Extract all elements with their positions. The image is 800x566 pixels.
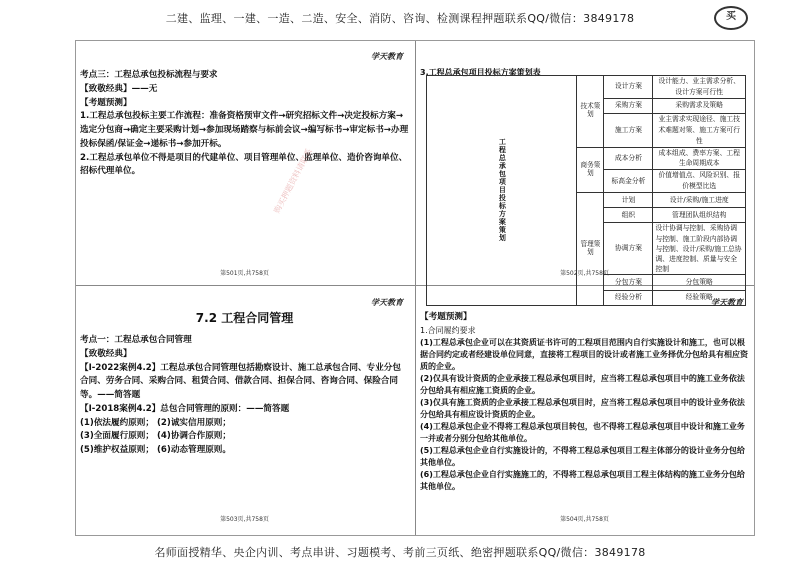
bottom-banner: 名师面授精华、央企内训、考点串讲、习题模考、考前三页纸、绝密押题联系QQ/微信：3849178 <box>154 546 646 559</box>
principle-line <box>80 444 409 458</box>
page-number: 第503页,共758页 <box>220 516 269 524</box>
item-cell: 组织 <box>604 208 653 223</box>
vertical-divider <box>415 41 416 535</box>
content-cell: 价值增值点、风险识别、报价模型比选 <box>653 170 746 193</box>
predict-label: 【考题预测】 <box>80 97 132 108</box>
top-banner: 二建、监理、一建、一造、二造、安全、消防、咨询、检测课程押题联系QQ/微信：3849178 <box>165 12 635 25</box>
principle-3: (3)全面履行原则； <box>80 431 154 442</box>
classic-label: 【致敬经典】——无 <box>80 83 158 94</box>
brand-logo: 学天教育 <box>371 52 403 61</box>
content-cell: 分包策略 <box>653 275 746 290</box>
principle-6: (6)动态管理原则。 <box>157 445 231 456</box>
item-cell: 成本分析 <box>604 147 653 170</box>
item-cell: 设计方案 <box>604 76 653 99</box>
content-cell: 业主需求实现途径、施工技术难题对策、施工方案可行性 <box>653 113 746 147</box>
item-cell: 标高金分析 <box>604 170 653 193</box>
predict-label: 【考题预测】 <box>420 312 472 322</box>
paragraph-1: 【Ⅰ-2022案例4.2】工程总承包合同管理包括勘察设计、施工总承包合同、专业分包合同、劳务合同、采购合同、租赁合同、借款合同、担保合同、咨询合同、保险合同等。——简答题 <box>80 362 401 401</box>
content-cell: 管理团队组织结构 <box>653 208 746 223</box>
content-cell: 采购需求及策略 <box>653 98 746 113</box>
watermark-stamp: 购买押题资料请联系 <box>272 147 315 215</box>
chapter-title: 7.2 工程合同管理 <box>195 311 294 325</box>
brand-logo: 学天教育 <box>711 298 743 307</box>
requirement-3: (3)仅具有施工资质的企业承接工程总承包项目时，应当将工程总承包项目中的设计业务依法分包给具有相应设计资质的企业。 <box>420 397 745 419</box>
item-cell: 协调方案 <box>604 223 653 275</box>
seal-logo: 买 <box>714 6 748 30</box>
category-cell: 管理策划 <box>577 193 604 306</box>
category-cell: 技术策划 <box>577 76 604 148</box>
paragraph-2: 【Ⅰ-2018案例4.2】总包合同管理的原则：——简答题 <box>80 403 290 414</box>
content-cell: 设计能力、业主需求分析、设计方案可行性 <box>653 76 746 99</box>
requirement-6: (6)工程总承包企业自行实施施工的，不得将工程总承包项目工程主体结构的施工业务分包给其他单位。 <box>420 469 745 491</box>
brand-logo: 学天教育 <box>371 298 403 307</box>
table-heading: 3.工程总承包项目投标方案策划表 <box>420 68 541 77</box>
side-label: 工程总承包项目投标方案策划 <box>427 76 577 306</box>
content-cell: 成本组成、费率方案、工程生命周期成本 <box>653 147 746 170</box>
principle-line <box>80 417 409 431</box>
page-503 <box>80 291 409 527</box>
content-cell: 设计/采购/施工进度 <box>653 193 746 208</box>
content-cell: 经验策略 <box>653 290 746 305</box>
item-cell: 施工方案 <box>604 113 653 147</box>
principle-5: (5)维护权益原则； <box>80 445 154 456</box>
principle-4: (4)协调合作原则； <box>157 431 231 442</box>
requirement-heading: 1.合同履约要求 <box>420 325 476 335</box>
item-cell: 计划 <box>604 193 653 208</box>
section-heading: 考点一：工程总承包合同管理 <box>80 335 192 346</box>
item-cell: 分包方案 <box>604 275 653 290</box>
requirement-1: (1)工程总承包企业可以在其资质证书许可的工程项目范围内自行实施设计和施工，也可以根据合同约定或者经建设单位同意，直接将工程项目的设计或者施工业务择优分包给具有相应资质的企业。 <box>420 337 748 371</box>
section-heading: 考点三：工程总承包投标流程与要求 <box>80 70 218 80</box>
page-501 <box>80 45 409 281</box>
requirement-2: (2)仅具有设计资质的企业承接工程总承包项目时，应当将工程总承包项目中的施工业务依法分包给具有相应施工资质的企业。 <box>420 373 745 395</box>
scanned-sheet <box>75 40 755 536</box>
page-number: 第504页,共758页 <box>560 516 609 524</box>
principle-line <box>80 430 409 444</box>
requirement-5: (5)工程总承包企业自行实施设计的，不得将工程总承包项目工程主体部分的设计业务分包给其他单位。 <box>420 445 745 467</box>
item-cell: 采购方案 <box>604 98 653 113</box>
requirement-4: (4)工程总承包企业不得将工程总承包项目转包，也不得将工程总承包项目中设计和施工业务一并或者分别分包给其他单位。 <box>420 421 745 443</box>
page-number: 第501页,共758页 <box>220 270 269 278</box>
page-number: 第502页,共758页 <box>560 270 609 278</box>
category-cell: 商务策划 <box>577 147 604 193</box>
item-cell: 经验分析 <box>604 290 653 305</box>
paragraph-2: 2.工程总承包单位不得是项目的代建单位、项目管理单位、监理单位、造价咨询单位、招标代理单位。 <box>80 152 408 177</box>
principle-2: (2)诚实信用原则； <box>157 417 231 428</box>
page-502 <box>420 45 749 302</box>
content-cell: 设计协调与控制、采购协调与控制、施工阶段内部协调与控制、设计/采购/施工总协调、进度控制、质量与安全控制 <box>653 223 746 275</box>
paragraph-1: 1.工程总承包投标主要工作流程：准备资格预审文件→研究招标文件→决定投标方案→选定分包商→确定主要采购计划→参加现场踏察与标前会议→编写标书→审定标书→办理投标保函/保证金→递标书→参加开标。 <box>80 111 409 149</box>
page-504 <box>420 291 749 527</box>
principle-1: (1)依法履约原则； <box>80 417 154 428</box>
classic-label: 【致敬经典】 <box>80 348 132 359</box>
